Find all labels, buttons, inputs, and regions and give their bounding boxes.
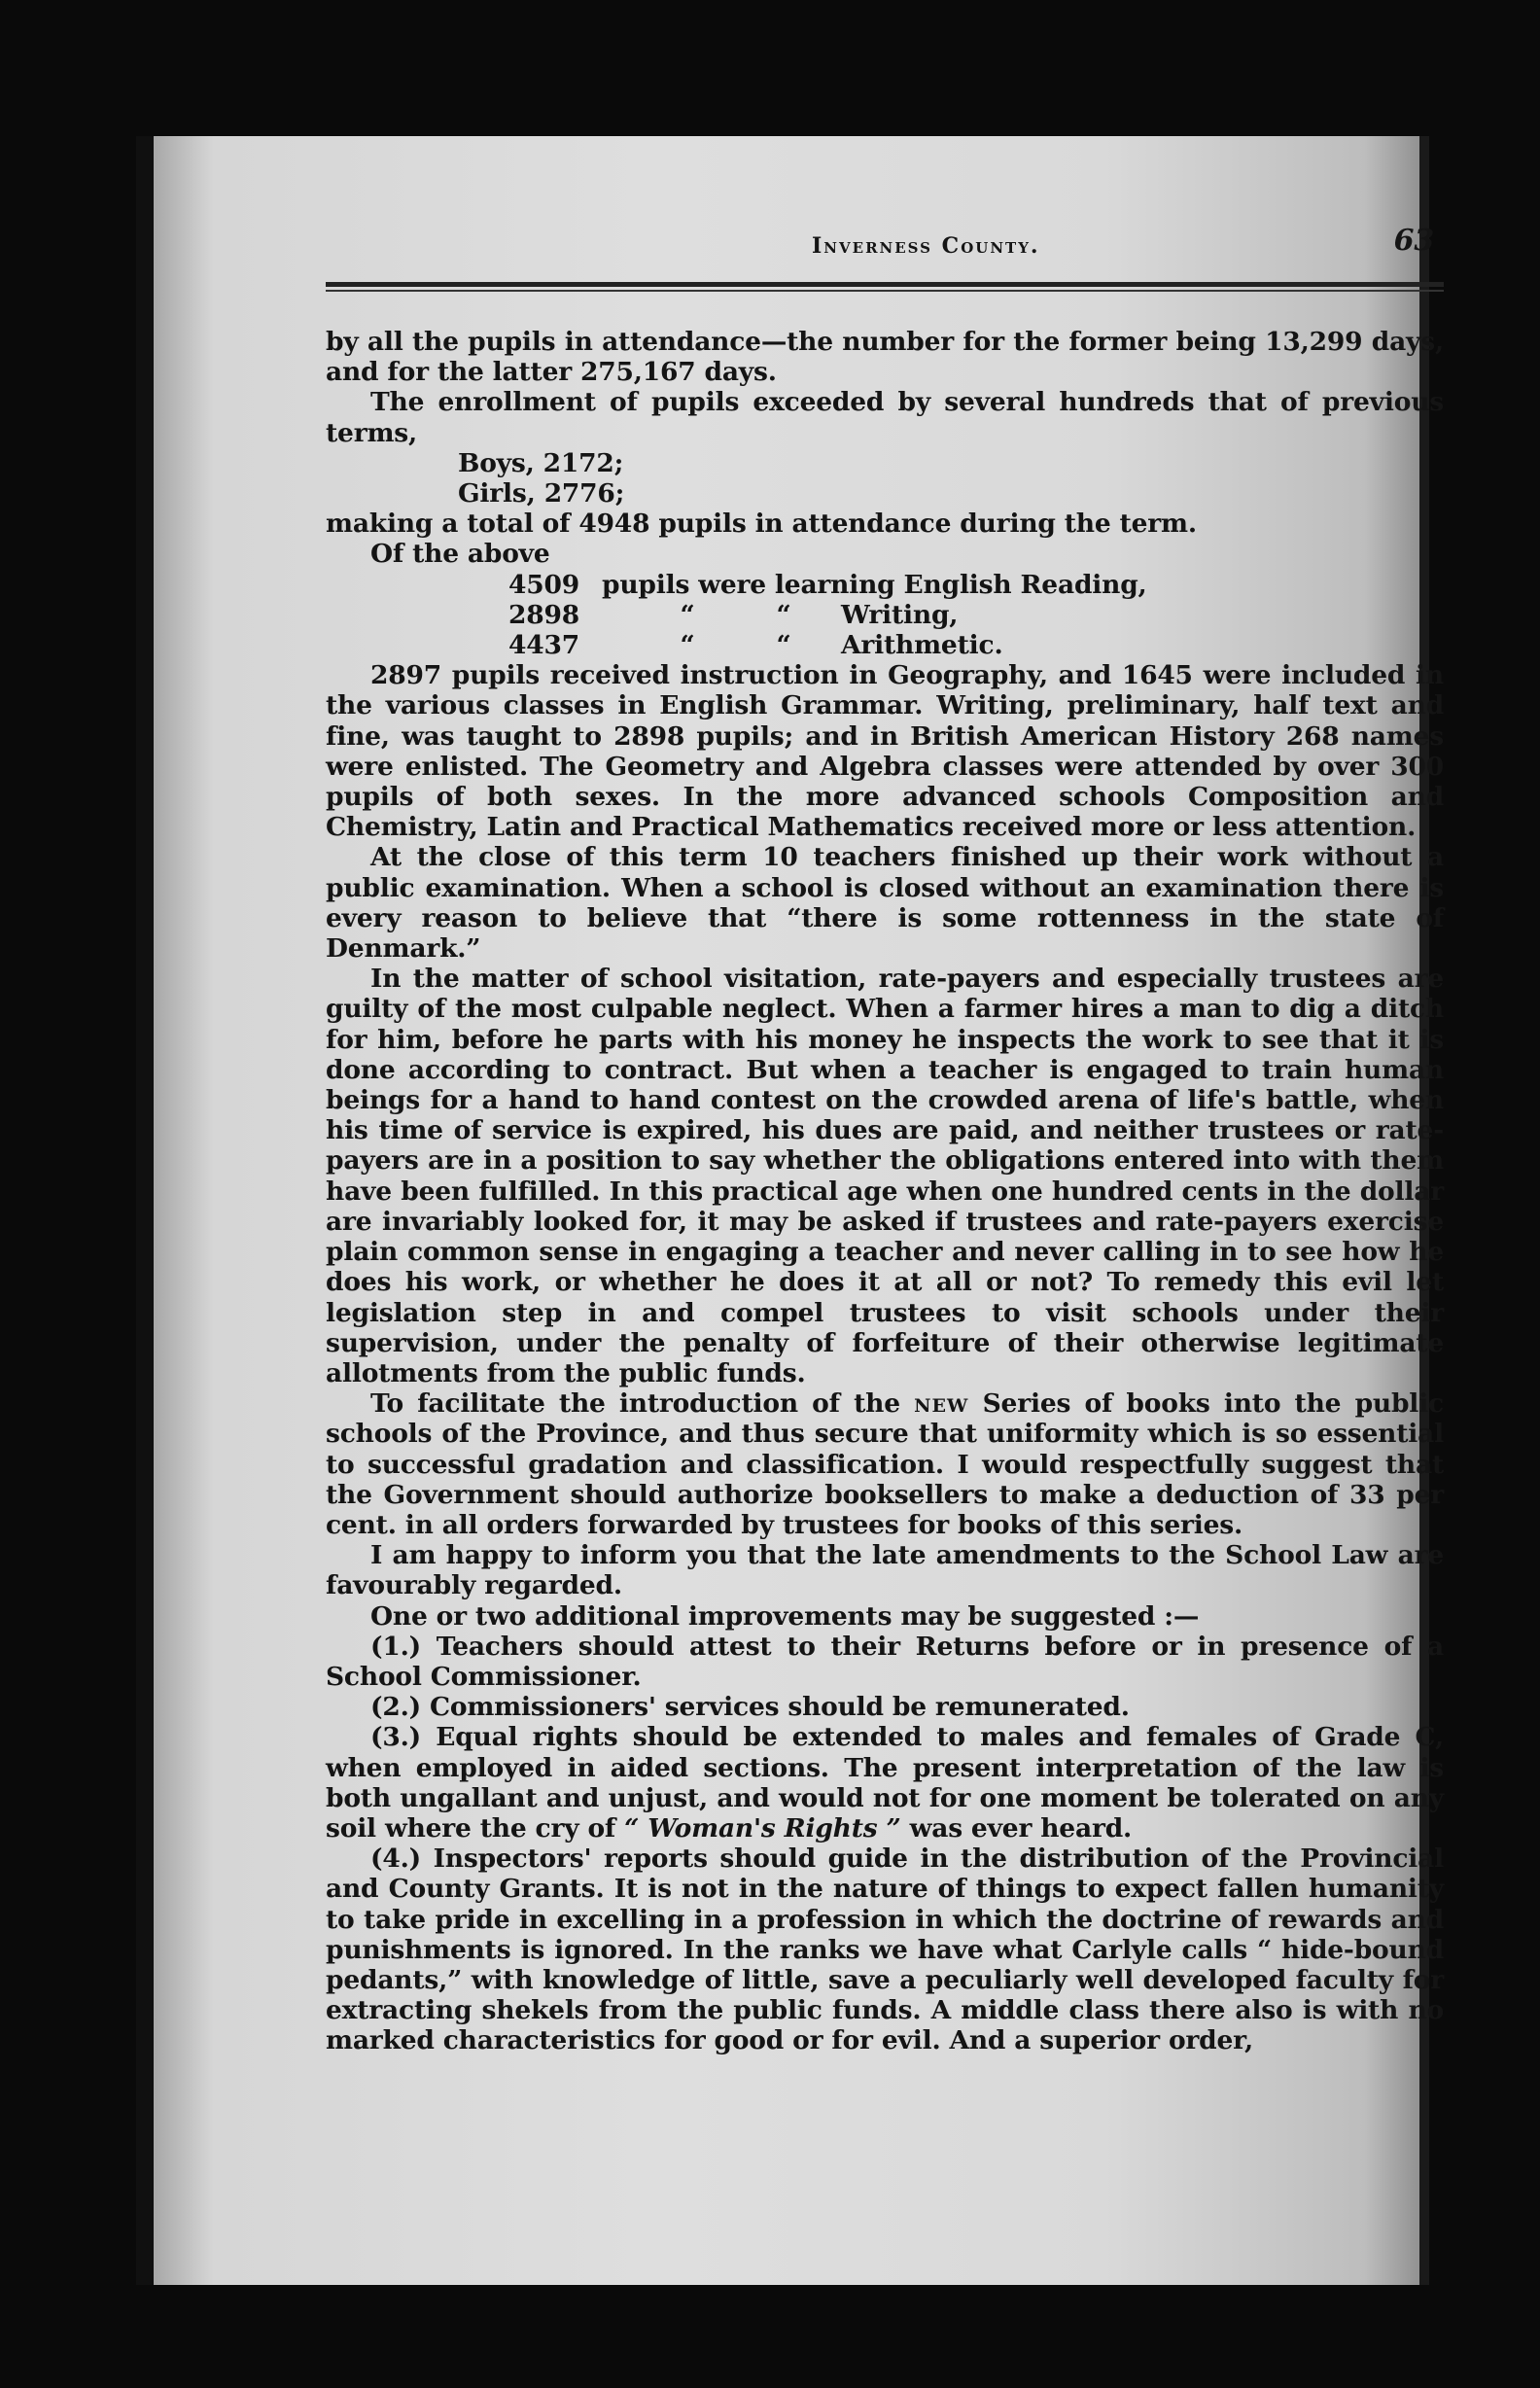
pupil-count: 2898 bbox=[508, 599, 579, 630]
page-number: 63 bbox=[1393, 224, 1434, 258]
small-caps-word: new bbox=[914, 1388, 969, 1420]
enrollment-boys: Boys, 2172; bbox=[458, 447, 624, 478]
subject-name: Writing, bbox=[841, 599, 959, 630]
ditto-mark: “ bbox=[680, 630, 695, 661]
paragraph: At the close of this term 10 teachers finished up their work without a public examination. When a school is closed without an examination there is every reason to believe that “there is some rottenness in the state of Denmark.” bbox=[326, 842, 1444, 965]
subject-list bbox=[326, 570, 1444, 661]
paragraph: 2897 pupils received instruction in Geography, and 1645 were included in the various classes in English Grammar. Writing, preliminary, half text and fine, was taught to 2898 pupils; and in British American History 268 names were enlisted. The Geometry and Algebra classes were attended by over 300 pupils of both sexes. In the more advanced schools Composition and Chemistry, Latin and Practical Mathematics received more or less attention. bbox=[326, 660, 1444, 843]
ditto-mark: “ bbox=[776, 630, 791, 661]
page-sheet bbox=[136, 136, 1444, 2285]
paragraph: One or two additional improvements may be suggested :— bbox=[370, 1600, 1200, 1632]
list-text: pupils were learning bbox=[602, 569, 895, 600]
list-item bbox=[508, 630, 1444, 660]
pupil-count: 4437 bbox=[508, 630, 579, 661]
paragraph: To facilitate the introduction of the new Series of books into the public schools of the Province, and thus secure that uniformity which is so essential to successful gradation and classification. I would respectfully suggest that the Government should authorize booksellers to make a deduction of 33 per cent. in all orders forwarded by trustees for books of this series. bbox=[326, 1388, 1444, 1540]
suggestion-2: (2.) Commissioners' services should be remunerated. bbox=[370, 1692, 1130, 1723]
paragraph: In the matter of school visitation, rate-payers and especially trustees are guilty of the most culpable neglect. When a farmer hires a man to dig a ditch for him, before he parts with his money he inspects the work to see that it is done according to contract. But when a teacher is engaged to train human beings for a hand to hand contest on the crowded arena of life's battle, when his time of service is expired, his dues are paid, and neither trustees or rate-payers are in a position to say whether the obligations entered into with them have been fulfilled. In this practical age when one hundred cents in the dollar are invariably looked for, it may be asked if trustees and rate-payers exercise plain common sense in engaging a teacher and never calling in to see how he does his work, or whether he does it at all or not? To remedy this evil let legislation step in and compel trustees to visit schools under their supervision, under the penalty of forfeiture of their otherwise legitimate allotments from the public funds. bbox=[326, 964, 1444, 1388]
header-rule-thick bbox=[326, 282, 1444, 287]
enrollment-girls: Girls, 2776; bbox=[458, 478, 625, 509]
paragraph: The enrollment of pupils exceeded by several hundreds that of previous terms, bbox=[326, 387, 1444, 448]
header-rule-thin bbox=[326, 290, 1444, 292]
binding-shadow bbox=[136, 136, 154, 2285]
ditto-mark: “ bbox=[680, 599, 695, 630]
paragraph: Of the above bbox=[370, 539, 550, 570]
list-item bbox=[508, 570, 1444, 600]
ditto-mark: “ bbox=[776, 599, 791, 630]
subject-name: Arithmetic. bbox=[841, 630, 1003, 661]
paragraph: I am happy to inform you that the late amendments to the School Law are favourably regarded. bbox=[326, 1540, 1444, 1601]
suggestion-1: (1.) Teachers should attest to their Returns before or in presence of a School Commissioner. bbox=[326, 1631, 1444, 1692]
list-item bbox=[508, 600, 1444, 630]
suggestion-4: (4.) Inspectors' reports should guide in the distribution of the Provincial and County Grants. It is not in the nature of things to expect fallen humanity to take pride in excelling in a profession in which the doctrine of rewards and punishments is ignored. In the ranks we have what Carlyle calls “ hide-bound pedants,” with knowledge of little, save a peculiarly well developed faculty for extracting shekels from the public funds. A middle class there also is with no marked characteristics for good or for evil. And a superior order, bbox=[326, 1844, 1444, 2056]
running-head: Inverness County. bbox=[812, 233, 1040, 259]
page-header bbox=[326, 226, 1444, 264]
italic-phrase: “ Woman's Rights ” bbox=[624, 1812, 901, 1844]
paragraph: by all the pupils in attendance—the number for the former being 13,299 days, and for the latter 275,167 days. bbox=[326, 327, 1444, 388]
body-text bbox=[326, 327, 1444, 2056]
subject-name: English Reading, bbox=[903, 569, 1147, 600]
pupil-count: 4509 bbox=[508, 569, 579, 600]
paragraph: making a total of 4948 pupils in attendance during the term. bbox=[326, 509, 1197, 540]
suggestion-3: (3.) Equal rights should be extended to males and females of Grade C, when employed in aided sections. The present interpretation of the law is both ungallant and unjust, and would not for one moment be tolerated on any soil where the cry of “ Woman's Rights ” was ever heard. bbox=[326, 1722, 1444, 1844]
